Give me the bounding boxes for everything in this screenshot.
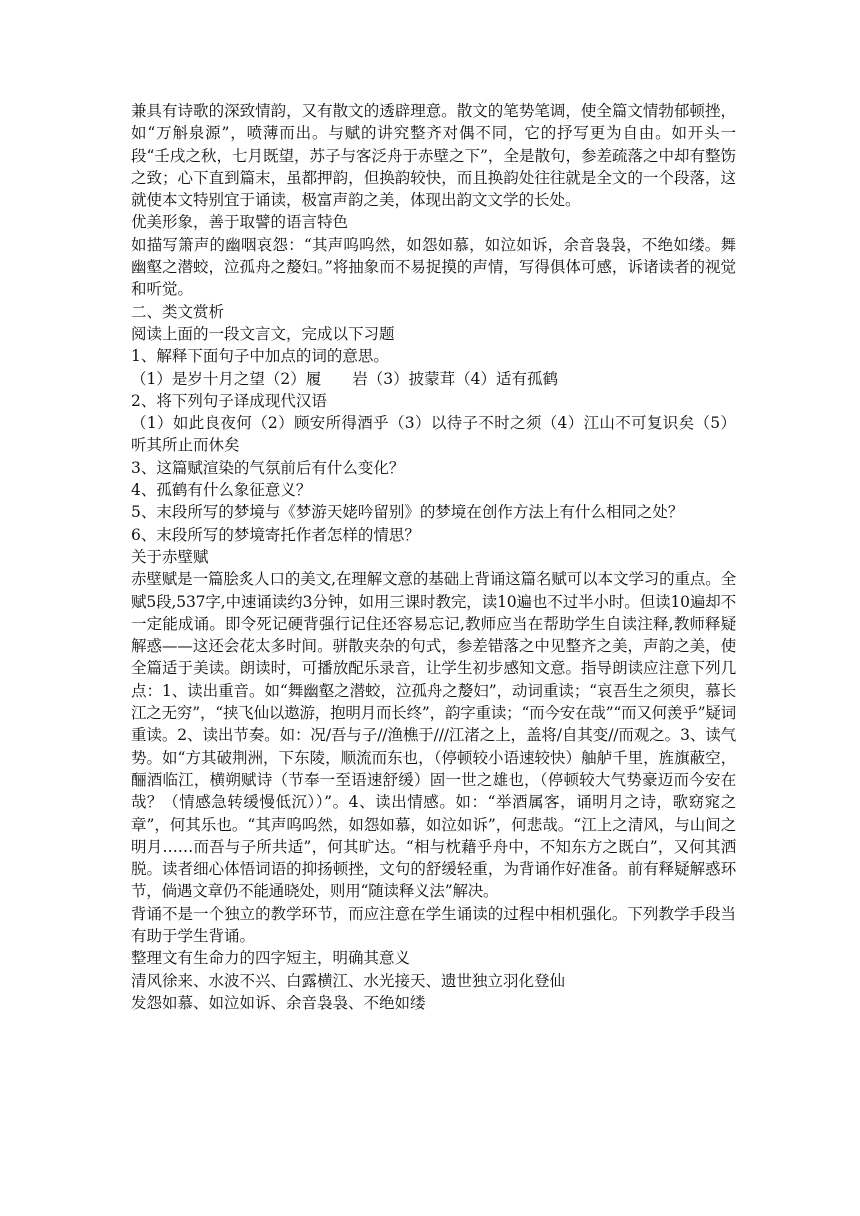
exercise-instruction: 阅读上面的一段文言文，完成以下习题 xyxy=(131,324,395,343)
exercise-question-5: 5、末段所写的梦境与《梦游天姥吟留别》的梦境在创作方法上有什么相同之处？ xyxy=(131,503,684,522)
heading-about-chibi-fu: 关于赤壁赋 xyxy=(131,547,209,566)
exercise-question-2-items: （1）如此良夜何（2）顾安所得酒乎（3）以待子不时之须（4）江山不可复识矣（5）听其所止而休矣 xyxy=(131,414,736,455)
paragraph-recitation-guide: 赤壁赋是一篇脍炙人口的美文,在理解文意的基础上背诵这篇名赋可以本文学习的重点。全赋5段,537字,中速诵读约3分钟，如用三课时教完，读10遍也不过半小时。但读10遍却不一定能成诵。即令死记硬背强行记住还容易忘记,教师应当在帮助学生自读注释,教师释疑解惑——这还会花太多时间。骈散夹杂的句式，参差错落之中见整齐之美，声韵之美，使全篇适于美读。朗读时，可播放配乐录音，让学生初步感知文意。指导朗读应注意下列几点：1、读出重音。如“舞幽壑之潜蛟，泣孤舟之嫠妇”，动词重读；“哀吾生之须臾，慕长江之无穷”，“挟飞仙以遨游，抱明月而长终”，韵字重读；“而今安在哉”“而又何羡乎”疑词重读。2、读出节奏。如：况/吾与子//渔樵于///江渚之上，盖将/自其变//而观之。3、读气势。如“方其破荆洲，下东陵，顺流而东也，（停顿较小语速较快）舳舻千里，旌旗蔽空，酾酒临江，横朔赋诗（节奉一至语速舒缓）固一世之雄也，（停顿较大气势豪迈而今安在哉？（情感急转缓慢低沉））”。4、读出情感。如：“举酒属客，诵明月之诗，歌窈窕之章”，何其乐也。“其声呜呜然，如怨如慕，如泣如诉”，何悲哉。“江上之清风，与山间之明月……而吾与子所共适”，何其旷达。“相与枕藉乎舟中，不知东方之既白”，又何其洒脱。读者细心体悟词语的抑扬顿挫，文句的舒缓轻重，为背诵作好准备。前有释疑解惑环节，倘遇文章仍不能通晓处，则用“随读释义法”解决。 xyxy=(131,570,736,901)
phrase-list-1: 清风徐来、水波不兴、白露横江、水光接天、遗世独立羽化登仙 xyxy=(131,971,566,990)
phrase-list-2: 发怨如慕、如泣如诉、余音袅袅、不绝如缕 xyxy=(131,993,426,1012)
paragraph-flute-description: 如描写箫声的幽咽哀怨：“其声呜呜然，如怨如慕，如泣如诉，余音袅袅，不绝如缕。舞幽壑之潜蛟，泣孤舟之嫠妇。”将抽象而不易捉摸的声情，写得俱体可感，诉诸读者的视觉和听觉。 xyxy=(131,235,736,299)
document-page xyxy=(131,100,736,1014)
exercise-question-2: 2、将下列句子译成现代汉语 xyxy=(131,391,327,410)
heading-four-char-phrases: 整理文有生命力的四字短主，明确其意义 xyxy=(131,949,411,968)
paragraph-intro-continued: 兼具有诗歌的深致情韵，又有散文的透辟理意。散文的笔势笔调，使全篇文情勃郁顿挫，如“万斛泉源”，喷薄而出。与赋的讲究整齐对偶不同，它的抒写更为自由。如开头一段“壬戌之秋，七月既望，苏子与客泛舟于赤壁之下”，全是散句，参差疏落之中却有整饬之致；心下直到篇末，虽都押韵，但换韵较快，而且换韵处往往就是全文的一个段落，这就使本文特别宜于诵读，极富声韵之美，体现出韵文文学的长处。 xyxy=(131,102,736,210)
exercise-question-6: 6、末段所写的梦境寄托作者怎样的情思？ xyxy=(131,525,420,544)
heading-language-features: 优美形象，善于取譬的语言特色 xyxy=(131,213,349,232)
exercise-question-4: 4、孤鹤有什么象征意义？ xyxy=(131,481,312,500)
exercise-question-1: 1、解释下面句子中加点的词的意思。 xyxy=(131,347,389,366)
paragraph-recitation-note: 背诵不是一个独立的教学环节，而应注意在学生诵读的过程中相机强化。下列教学手段当有助于学生背诵。 xyxy=(131,904,736,945)
exercise-question-3: 3、这篇赋渲染的气氛前后有什么变化？ xyxy=(131,458,405,477)
exercise-question-1-items: （1）是岁十月之望（2）履 岩（3）披蒙茸（4）适有孤鹤 xyxy=(131,369,558,388)
section-heading-analysis: 二、类文赏析 xyxy=(131,302,225,321)
